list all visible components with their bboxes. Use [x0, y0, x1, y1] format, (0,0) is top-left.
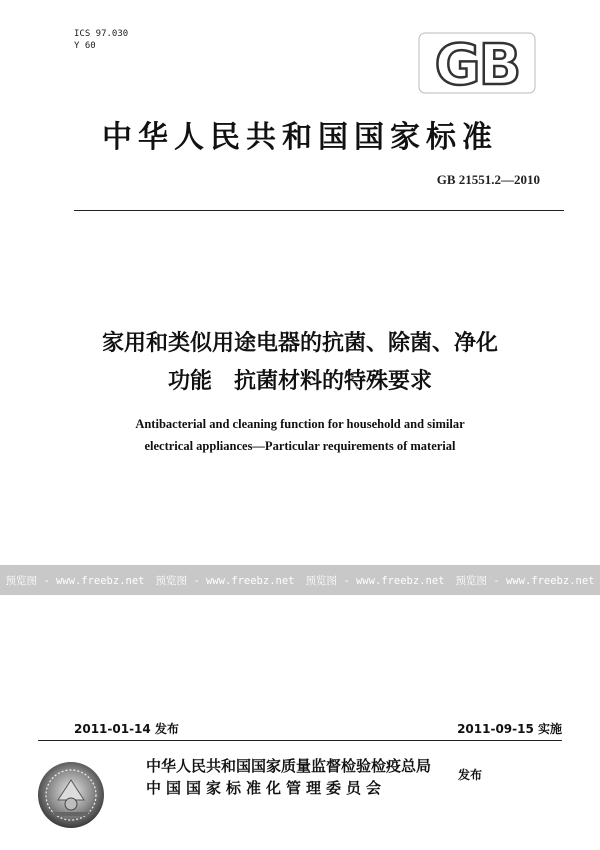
- classification-codes: [74, 28, 128, 52]
- national-standard-title: 中华人民共和国国家标准: [102, 120, 498, 155]
- issuing-authorities: [146, 755, 431, 799]
- watermark-text: 预览图 - www.freebz.net: [5, 574, 145, 587]
- watermark-band: [0, 565, 600, 595]
- chinese-title: [0, 325, 600, 401]
- gb-logo-icon: [418, 32, 536, 94]
- publish-label: 发布: [458, 768, 483, 782]
- top-divider: [74, 210, 564, 211]
- issue-date: 2011-01-14 发布: [74, 722, 179, 736]
- official-seal-icon: [36, 760, 106, 830]
- ccs-code: Y 60: [74, 41, 96, 51]
- standard-number: GB 21551.2—2010: [436, 172, 540, 187]
- issuer-aqsiq: 中华人民共和国国家质量监督检验检疫总局: [146, 757, 432, 775]
- english-title-line-1: Antibacterial and cleaning function for household and similar: [135, 417, 465, 431]
- issuer-sac: 中国国家标准化管理委员会: [146, 779, 387, 797]
- chinese-title-line-1: 家用和类似用途电器的抗菌、除菌、净化: [101, 331, 498, 356]
- chinese-title-line-2: 功能 抗菌材料的特殊要求: [167, 369, 432, 394]
- english-title: [0, 413, 600, 457]
- watermark-text: 预览图 - www.freebz.net: [455, 574, 595, 587]
- watermark-text: 预览图 - www.freebz.net: [305, 574, 445, 587]
- english-title-line-2: electrical appliances—Particular requirements of material: [144, 439, 456, 453]
- ics-code: ICS 97.030: [74, 29, 129, 39]
- svg-text:GB: GB: [434, 33, 520, 94]
- watermark-text: 预览图 - www.freebz.net: [155, 574, 295, 587]
- implementation-date: 2011-09-15 实施: [457, 722, 562, 736]
- bottom-divider: [38, 740, 562, 741]
